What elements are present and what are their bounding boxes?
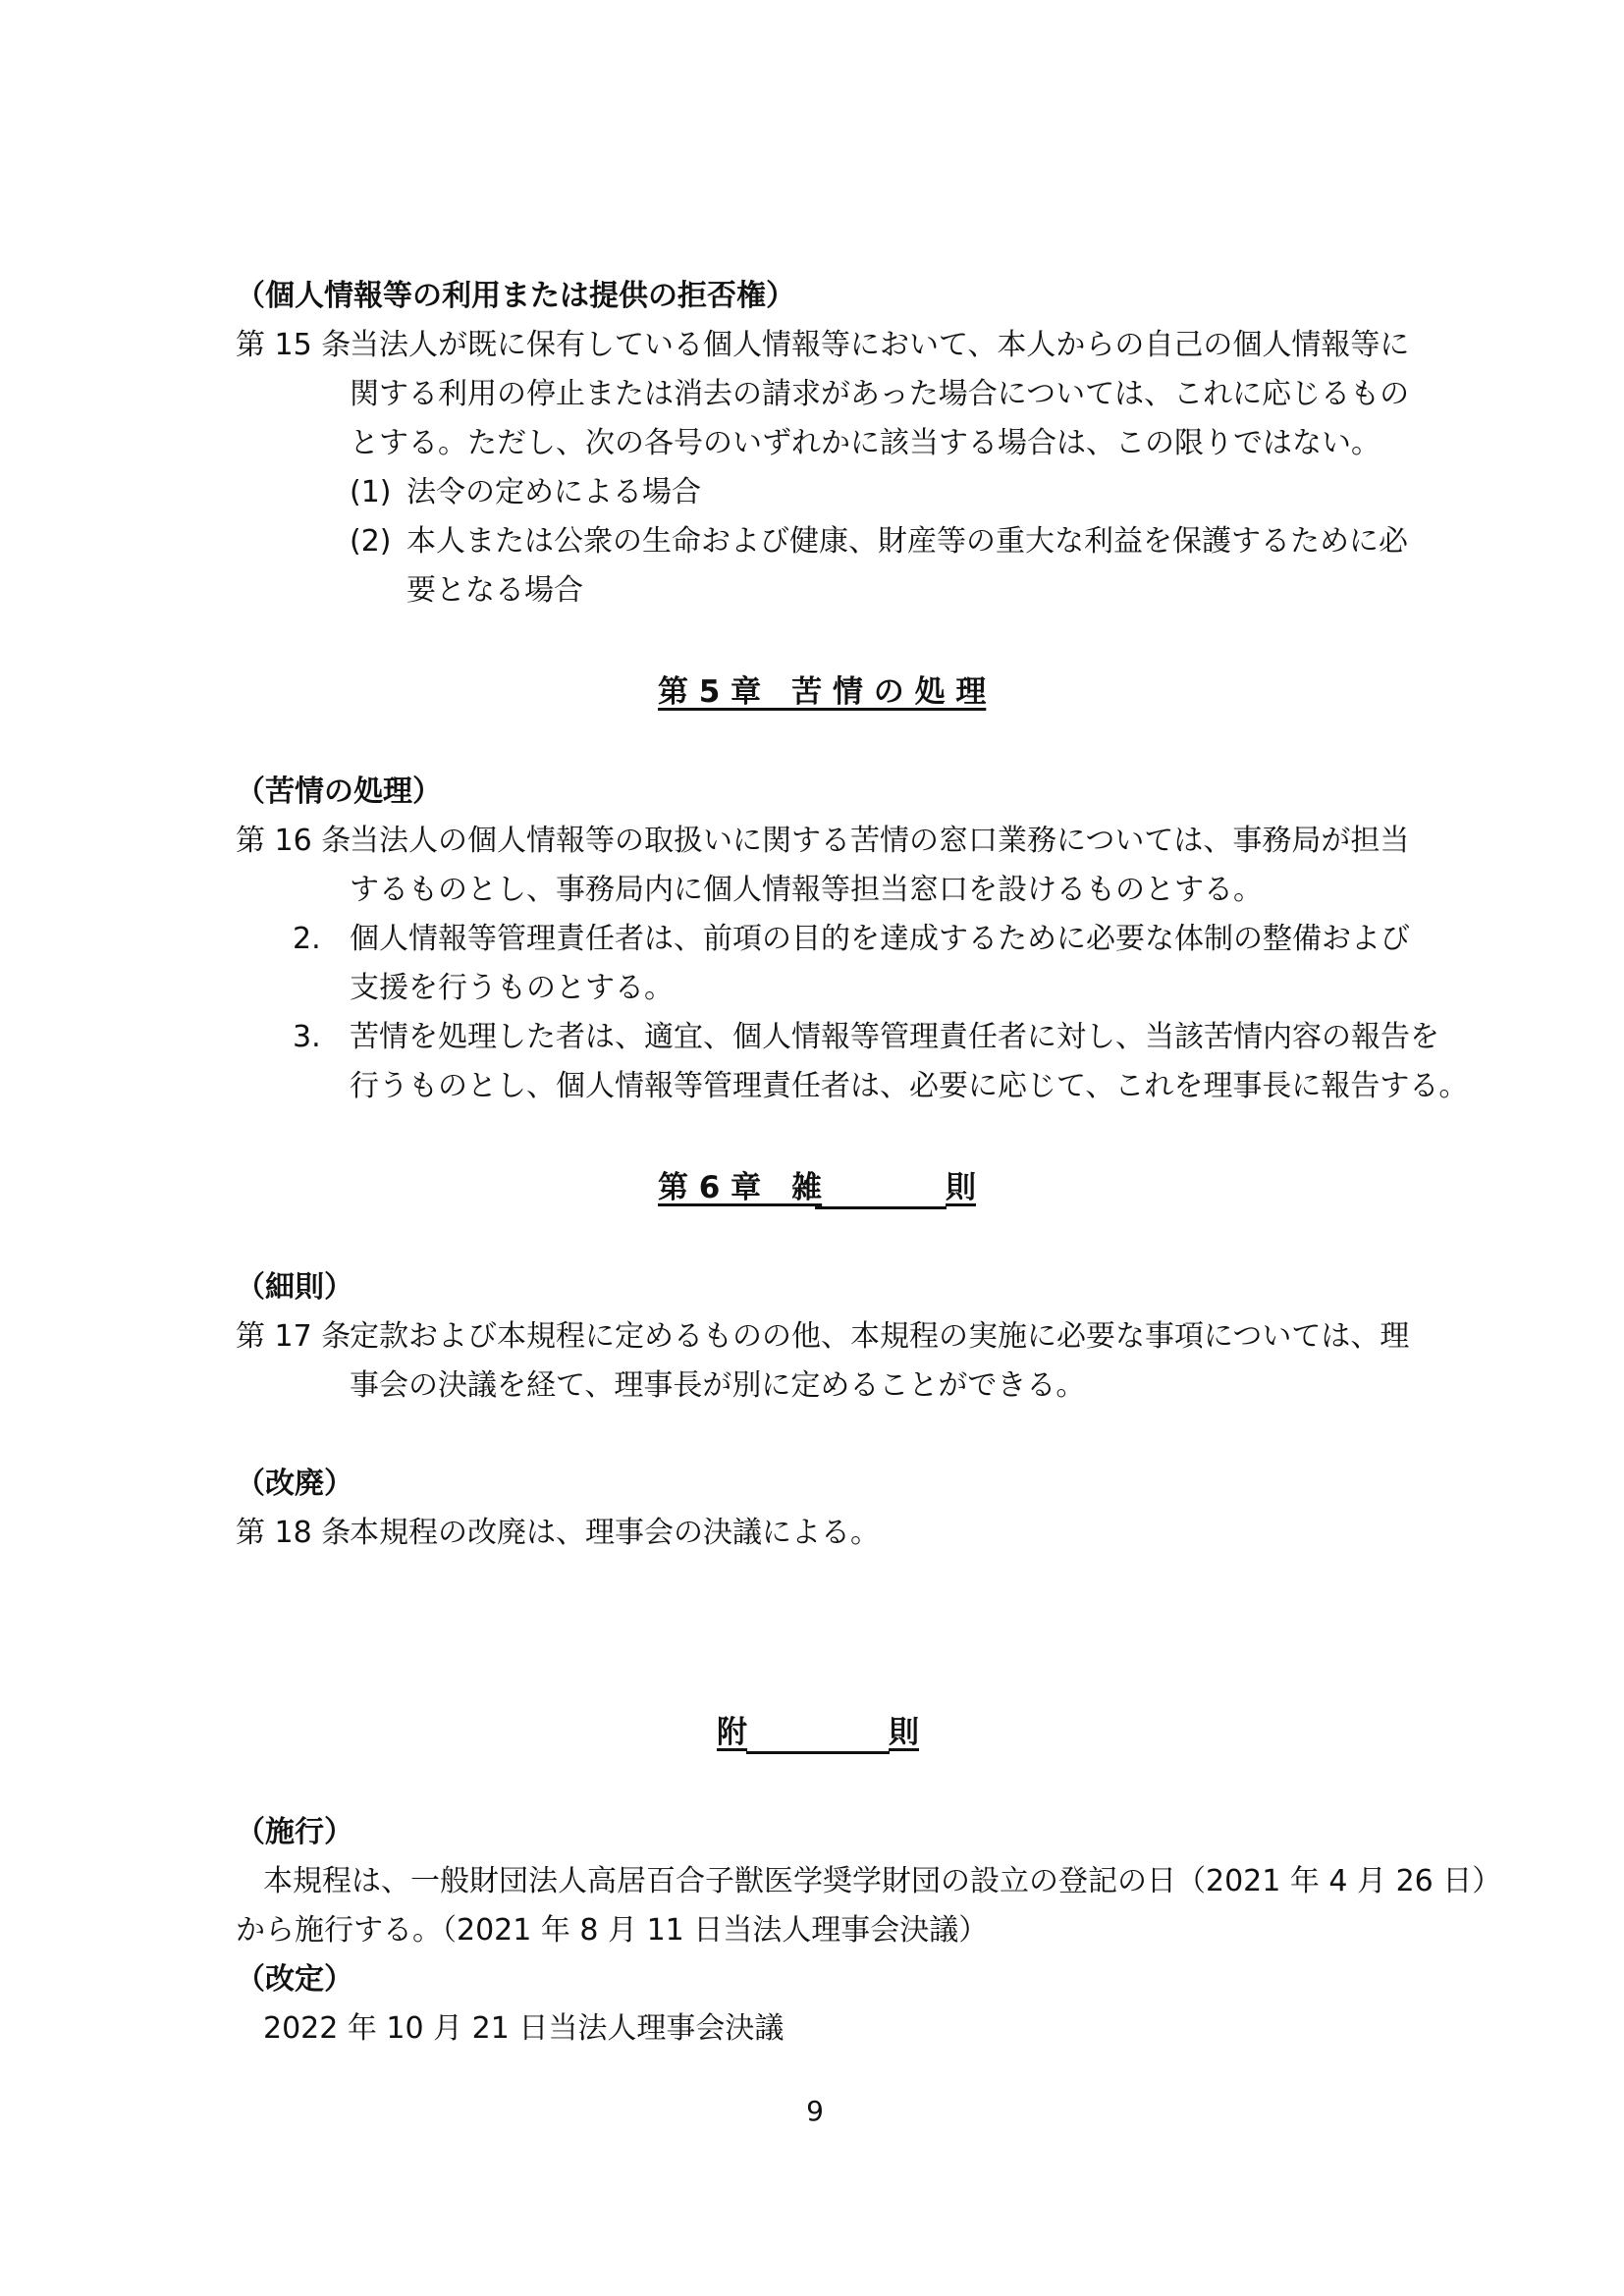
article-16-para-3-number: 3. [293,1020,321,1054]
article-17-line-2: 事会の決議を経て、理事長が別に定めることができる。 [350,1368,1086,1403]
page-number: 9 [806,2095,824,2127]
article-16-heading: （苦情の処理） [236,774,442,809]
revision-heading: （改定） [236,1962,353,1997]
article-15-heading: （個人情報等の利用または提供の拒否権） [236,279,795,313]
supplementary-title [717,1716,919,1755]
revision-line-1: 2022 年 10 月 21 日当法人理事会決議 [263,2011,785,2046]
enforcement-heading: （施行） [236,1815,353,1849]
article-15-number: 第 15 条 [236,328,352,362]
article-16-para-2-line-1: 個人情報等管理責任者は、前項の目的を達成するために必要な体制の整備および [350,922,1410,956]
chapter-5-title: 第 5 章 苦 情 の 処 理 [658,674,987,710]
article-16-line-1: 当法人の個人情報等の取扱いに関する苦情の窓口業務については、事務局が担当 [350,824,1410,858]
article-15-line-2: 関する利用の停止または消去の請求があった場合については、これに応じるもの [350,377,1410,411]
article-18-heading: （改廃） [236,1467,353,1501]
supplementary-underline [746,1751,890,1754]
supplementary-title-left: 附 [717,1715,747,1750]
article-18-line-1: 本規程の改廃は、理事会の決議による。 [350,1516,880,1550]
article-15-item-2-number: (2) [350,524,392,559]
chapter-6-title [658,1171,976,1210]
enforcement-line-2: から施行する。（2021 年 8 月 11 日当法人理事会決議） [236,1913,989,1948]
article-17-line-1: 定款および本規程に定めるものの他、本規程の実施に必要な事項については、理 [350,1319,1410,1354]
article-15-item-1-number: (1) [350,475,392,509]
chapter-6-underline [815,1206,947,1209]
article-16-para-3-line-2: 行うものとし、個人情報等管理責任者は、必要に応じて、これを理事長に報告する。 [350,1069,1469,1103]
chapter-6-title-right: 則 [946,1170,976,1205]
article-17-number: 第 17 条 [236,1319,352,1354]
article-18-number: 第 18 条 [236,1516,352,1550]
article-16-number: 第 16 条 [236,824,352,858]
article-15-item-2-text-2: 要となる場合 [406,573,583,608]
article-17-heading: （細則） [236,1270,353,1305]
article-15-line-3: とする。ただし、次の各号のいずれかに該当する場合は、この限りではない。 [350,426,1380,460]
article-15-item-2-text-1: 本人または公衆の生命および健康、財産等の重大な利益を保護するために必 [406,524,1408,559]
article-16-para-2-number: 2. [293,922,321,956]
article-16-para-2-line-2: 支援を行うものとする。 [350,971,674,1005]
article-16-line-2: するものとし、事務局内に個人情報等担当窓口を設けるものとする。 [350,873,1263,907]
enforcement-line-1: 本規程は、一般財団法人高居百合子獣医学奨学財団の設立の登記の日（2021 年 4 月 26 日） [263,1864,1502,1898]
article-16-para-3-line-1: 苦情を処理した者は、適宜、個人情報等管理責任者に対し、当該苦情内容の報告を [350,1020,1439,1054]
article-15-line-1: 当法人が既に保有している個人情報等において、本人からの自己の個人情報等に [350,328,1410,362]
article-15-item-1-text: 法令の定めによる場合 [406,475,701,509]
supplementary-title-right: 則 [889,1715,919,1750]
chapter-6-title-left: 第 6 章 雑 [658,1170,823,1205]
